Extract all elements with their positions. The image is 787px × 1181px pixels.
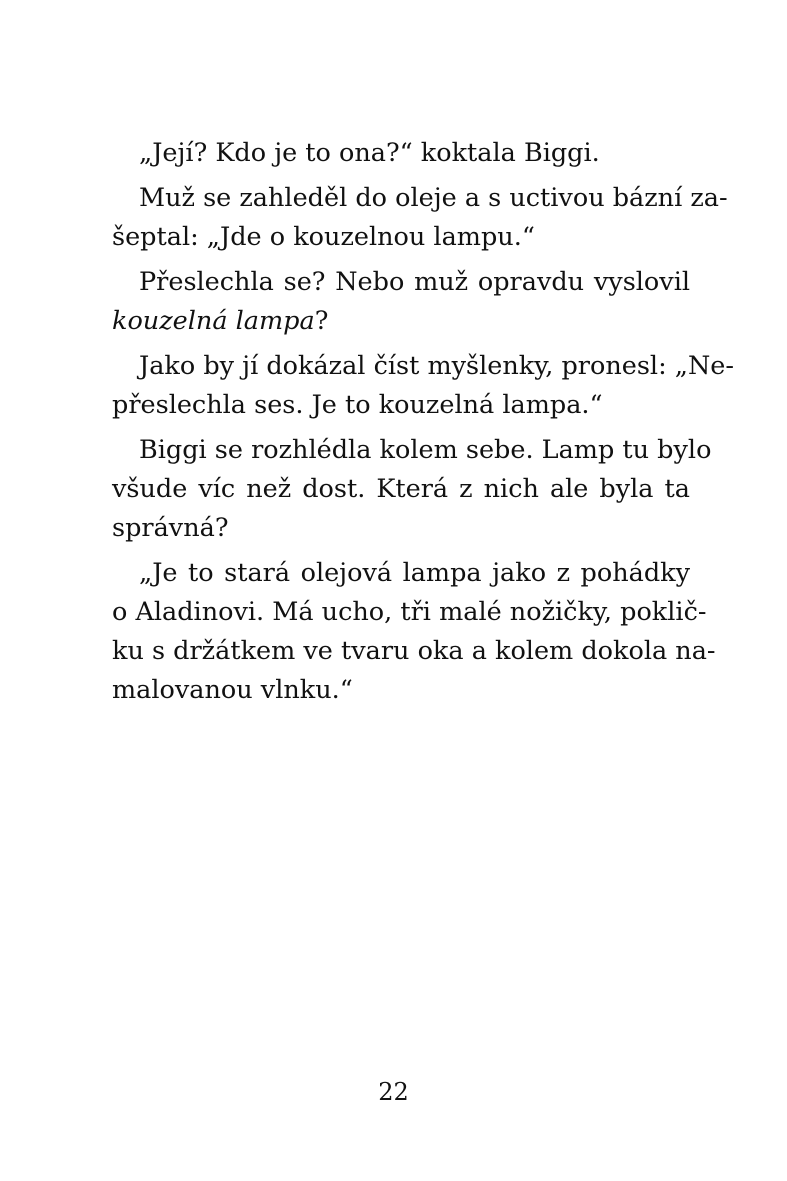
paragraph-5 — [112, 431, 712, 548]
text-line: správná? — [112, 513, 229, 543]
text-line — [112, 302, 690, 341]
text-line: o Aladinovi. Má ucho, tři malé nožičky, poklič- — [112, 597, 707, 627]
page-number: 22 — [378, 1078, 409, 1106]
paragraph-6 — [112, 554, 716, 710]
text-line: šeptal: „Jde o kouzelnou lampu.“ — [112, 222, 535, 252]
text-line: Jako by jí dokázal číst myšlenky, pronesl: „Ne- — [139, 351, 735, 381]
text-line: „Její? Kdo je to ona?“ koktala Biggi. — [139, 138, 600, 168]
text-line: malovanou vlnku.“ — [112, 675, 353, 705]
paragraph-1 — [112, 134, 690, 173]
text-line: „Je to stará olejová lampa jako z pohádky — [139, 558, 690, 588]
text-line: přeslechla ses. Je to kouzelná lampa.“ — [112, 390, 603, 420]
paragraph-4 — [112, 347, 735, 425]
italic-suffix: ? — [314, 306, 329, 336]
text-line: ku s držátkem ve tvaru oka a kolem dokola na- — [112, 636, 716, 666]
italic-phrase: kouzelná lampa — [112, 306, 315, 336]
body-text — [112, 134, 735, 710]
paragraph-2 — [112, 179, 728, 257]
paragraph-3 — [112, 263, 690, 341]
text-line: Muž se zahleděl do oleje a s uctivou bázní za- — [139, 183, 728, 213]
text-line: Přeslechla se? Nebo muž opravdu vyslovil — [139, 267, 690, 297]
text-line: všude víc než dost. Která z nich ale byla ta — [112, 474, 690, 504]
text-line: Biggi se rozhlédla kolem sebe. Lamp tu bylo — [139, 435, 712, 465]
